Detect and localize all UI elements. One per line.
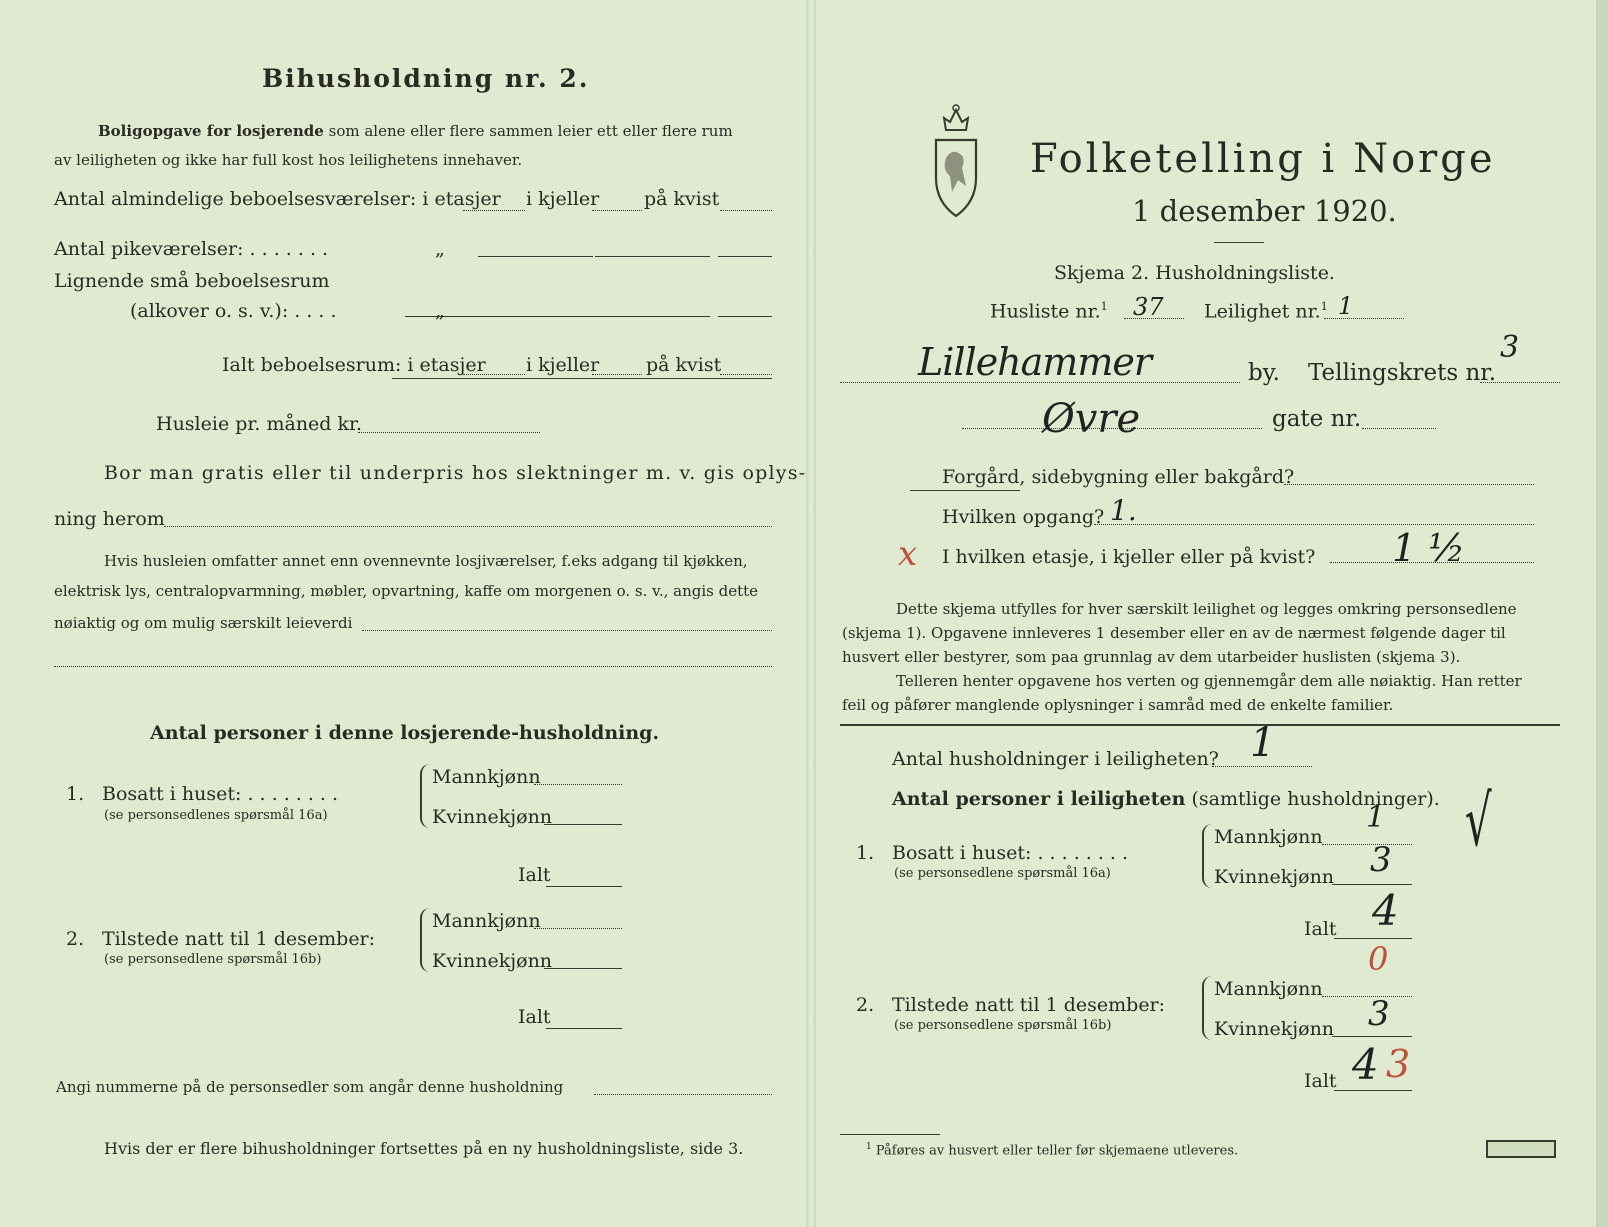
left-title: Bihusholdning nr. 2. (262, 64, 590, 93)
right-q1-kvinne-value: 3 (1370, 840, 1392, 880)
footnote (866, 1142, 1238, 1158)
right-q1-num: 1. (856, 842, 875, 864)
ialt-etasjer-field[interactable] (463, 374, 525, 375)
left-q1-sub: (se personsedlenes spørsmål 16a) (104, 808, 328, 823)
page-fold (806, 0, 816, 1227)
husholdninger-label: Antal husholdninger i leiligheten? (892, 748, 1219, 770)
title-divider (1214, 242, 1264, 243)
left-q1-kvinne-label: Kvinnekjønn (432, 806, 553, 828)
left-q1-ialt-label: Ialt (518, 864, 551, 886)
ialt-kjeller-field[interactable] (592, 374, 642, 375)
opgang-value: 1. (1110, 494, 1137, 527)
right-q2-kvinne-value: 3 (1368, 994, 1390, 1034)
right-q2-sub: (se personsedlene spørsmål 16b) (894, 1018, 1112, 1033)
krets-label: Tellingskrets nr. (1308, 360, 1497, 386)
footnote-rule (840, 1134, 940, 1135)
alkover-kjeller-field[interactable] (595, 316, 710, 317)
right-q1-sub: (se personsedlene spørsmål 16a) (894, 866, 1111, 881)
right-q1-ialt-field[interactable] (1334, 938, 1412, 939)
leilighet-field[interactable] (1324, 318, 1404, 319)
left-q2-kvinne-label: Kvinnekjønn (432, 950, 553, 972)
alkover-label: (alkover o. s. v.): . . . . (130, 300, 337, 322)
alkover-kvist-field[interactable] (718, 316, 772, 317)
husliste-value: 37 (1133, 293, 1164, 321)
by-value: Lillehammer (918, 340, 1152, 384)
info-line-5: feil og påfører manglende oplysninger i samråd med de enkelte familier. (842, 696, 1394, 714)
right-q1-mann-value: 1 (1366, 800, 1386, 835)
left-q2-sub: (se personsedlene spørsmål 16b) (104, 952, 322, 967)
rooms-kjeller-label: i kjeller (526, 188, 600, 210)
leilighet-label (1204, 300, 1328, 322)
opgang-label: Hvilken opgang? (942, 506, 1105, 528)
leieverdi-field[interactable] (362, 630, 772, 631)
personer-bold: Antal personer i leiligheten (892, 788, 1186, 810)
right-q2-ialt-label: Ialt (1304, 1070, 1337, 1092)
right-q1-mann-field[interactable] (1322, 844, 1412, 845)
rooms-etasjer-field[interactable] (463, 210, 525, 211)
footnote-num: 1 (866, 1142, 872, 1152)
forgaard-field[interactable] (1284, 484, 1534, 485)
leilighet-text: Leilighet nr. (1204, 300, 1321, 323)
right-q1-ialt-label: Ialt (1304, 918, 1337, 940)
gate-nr-field[interactable] (1362, 428, 1436, 429)
etasje-value: 1 ½ (1392, 526, 1466, 570)
personer-rest: (samtlige husholdninger). (1191, 788, 1440, 810)
tick-mark: √ (1464, 780, 1492, 862)
stamp-icon (1486, 1140, 1556, 1158)
lignende-label: Lignende små beboelsesrum (54, 270, 330, 292)
krets-field[interactable] (1480, 382, 1560, 383)
personer-heading (892, 788, 1440, 810)
right-q2-mann-red-value: 0 (1368, 940, 1389, 978)
left-q2-kvinne-field[interactable] (544, 968, 622, 969)
rooms-kvist-label: på kvist (644, 188, 720, 210)
intro-line-1 (98, 122, 733, 140)
pike-kjeller-field[interactable] (595, 256, 710, 257)
left-q2-label: Tilstede natt til 1 desember: (102, 928, 376, 950)
skjema-label: Skjema 2. Husholdningsliste. (1054, 262, 1335, 284)
rooms-kjeller-field[interactable] (592, 210, 642, 211)
forgaard-label: Forgård, sidebygning eller bakgård? (942, 466, 1295, 488)
right-q2-ialt-value: 4 (1352, 1040, 1379, 1089)
right-date: 1 desember 1920. (1132, 194, 1397, 228)
right-q1-label: Bosatt i huset: . . . . . . . . (892, 842, 1129, 864)
right-q2-mann-label: Mannkjønn (1214, 978, 1323, 1000)
footnote-text: Påføres av husvert eller teller før skjemaene utleveres. (875, 1143, 1239, 1159)
left-q2-brace (420, 908, 430, 972)
info-line-4: Telleren henter opgavene hos verten og gjennemgår dem alle nøiaktig. Han retter (896, 672, 1522, 690)
pike-etasjer-field[interactable] (478, 256, 593, 257)
left-q2-mann-label: Mannkjønn (432, 910, 541, 932)
left-q2-num: 2. (66, 928, 85, 950)
rooms-kvist-field[interactable] (720, 210, 772, 211)
left-q1-ialt-field[interactable] (546, 886, 622, 887)
ialt-rooms-rule (392, 378, 772, 379)
hvis-line-3: nøiaktig og om mulig særskilt leieverdi (54, 614, 353, 632)
left-q1-num: 1. (66, 783, 85, 805)
pike-label: Antal pikeværelser: . . . . . . . (54, 238, 329, 260)
info-line-2: (skjema 1). Opgavene innleveres 1 desember eller en av de nærmest følgende dager til (842, 624, 1506, 642)
opgang-field[interactable] (1094, 524, 1534, 525)
left-q2-mann-field[interactable] (534, 928, 622, 929)
etasje-mark: x (898, 534, 918, 574)
husleie-field[interactable] (358, 432, 540, 433)
husliste-label (990, 300, 1108, 322)
ialt-kvist-label: på kvist (646, 354, 722, 376)
left-antal-personer: Antal personer i denne losjerende-husholdning. (150, 722, 660, 744)
left-footer: Hvis der er flere bihusholdninger fortsettes på en ny husholdningsliste, side 3. (104, 1139, 744, 1158)
alkover-etasjer-field[interactable] (405, 316, 595, 317)
right-q1-kvinne-field[interactable] (1332, 884, 1412, 885)
hvis-line-1: Hvis husleien omfatter annet enn ovennevnte losjiværelser, f.eks adgang til kjøkken, (104, 552, 748, 570)
bor-line-2: ning herom (54, 508, 165, 530)
leieverdi-field-2[interactable] (54, 666, 772, 667)
bor-line-1: Bor man gratis eller til underpris hos slektninger m. v. gis oplys- (104, 462, 807, 484)
etasje-label: I hvilken etasje, i kjeller eller på kvist? (942, 546, 1316, 568)
right-q2-mann-field[interactable] (1322, 996, 1412, 997)
rooms-label: Antal almindelige beboelsesværelser: i etasjer (54, 188, 501, 210)
ialt-rooms-label: Ialt beboelsesrum: i etasjer (222, 354, 486, 376)
intro-bold: Boligopgave for losjerende (98, 122, 324, 140)
right-q1-brace (1202, 824, 1212, 888)
section-divider (840, 724, 1560, 726)
info-line-1: Dette skjema utfylles for hver særskilt leilighet og legges omkring personsedlene (896, 600, 1517, 618)
krets-value: 3 (1500, 330, 1520, 365)
by-label: by. (1248, 360, 1280, 386)
intro-line-2: av leiligheten og ikke har full kost hos leilighetens innehaver. (54, 151, 523, 169)
alkover-ditto: „ (435, 300, 445, 322)
right-q1-mann-label: Mannkjønn (1214, 826, 1323, 848)
right-q2-num: 2. (856, 994, 875, 1016)
coat-of-arms-icon (932, 100, 980, 220)
angi-field[interactable] (594, 1094, 772, 1095)
right-q2-kvinne-field[interactable] (1332, 1036, 1412, 1037)
left-q1-label: Bosatt i huset: . . . . . . . . (102, 783, 339, 805)
left-q1-mann-label: Mannkjønn (432, 766, 541, 788)
right-q2-label: Tilstede natt til 1 desember: (892, 994, 1166, 1016)
husholdninger-value: 1 (1250, 720, 1276, 766)
left-q1-kvinne-field[interactable] (544, 824, 622, 825)
ialt-kjeller-label: i kjeller (526, 354, 600, 376)
forgaard-underline (910, 490, 1020, 491)
gate-value: Øvre (1042, 396, 1141, 442)
right-q1-kvinne-label: Kvinnekjønn (1214, 866, 1335, 888)
pike-kvist-field[interactable] (718, 256, 772, 257)
husholdninger-field[interactable] (1212, 766, 1312, 767)
ialt-kvist-field[interactable] (720, 374, 772, 375)
info-line-3: husvert eller bestyrer, som paa grunnlag av dem utarbeider huslisten (skjema 3). (842, 648, 1461, 666)
paper-edge (1596, 0, 1608, 1227)
leilighet-value: 1 (1338, 292, 1354, 320)
right-q2-ialt-field[interactable] (1334, 1090, 1412, 1091)
leilighet-sup: 1 (1320, 300, 1328, 313)
right-q2-brace (1202, 976, 1212, 1040)
pike-ditto: „ (435, 238, 445, 260)
right-q2-kvinne-label: Kvinnekjønn (1214, 1018, 1335, 1040)
right-title: Folketelling i Norge (1030, 136, 1496, 182)
bor-field[interactable] (164, 526, 772, 527)
right-q1-ialt-value: 4 (1372, 886, 1399, 935)
angi-line: Angi nummerne på de personsedler som angår denne husholdning (56, 1078, 564, 1096)
gate-label: gate nr. (1272, 406, 1362, 432)
husliste-sup: 1 (1100, 300, 1108, 313)
right-q2-ialt-red-value: 3 (1386, 1042, 1411, 1086)
left-q2-ialt-label: Ialt (518, 1006, 551, 1028)
husleie-label: Husleie pr. måned kr. (156, 413, 363, 435)
hvis-line-2: elektrisk lys, centralopvarmning, møbler, opvartning, kaffe om morgenen o. s. v., angis dette (54, 582, 759, 600)
intro-rest: som alene eller flere sammen leier ett eller flere rum (328, 122, 733, 140)
husliste-text: Husliste nr. (990, 300, 1101, 323)
left-q1-mann-field[interactable] (534, 784, 622, 785)
left-q2-ialt-field[interactable] (546, 1028, 622, 1029)
left-q1-brace (420, 764, 430, 828)
